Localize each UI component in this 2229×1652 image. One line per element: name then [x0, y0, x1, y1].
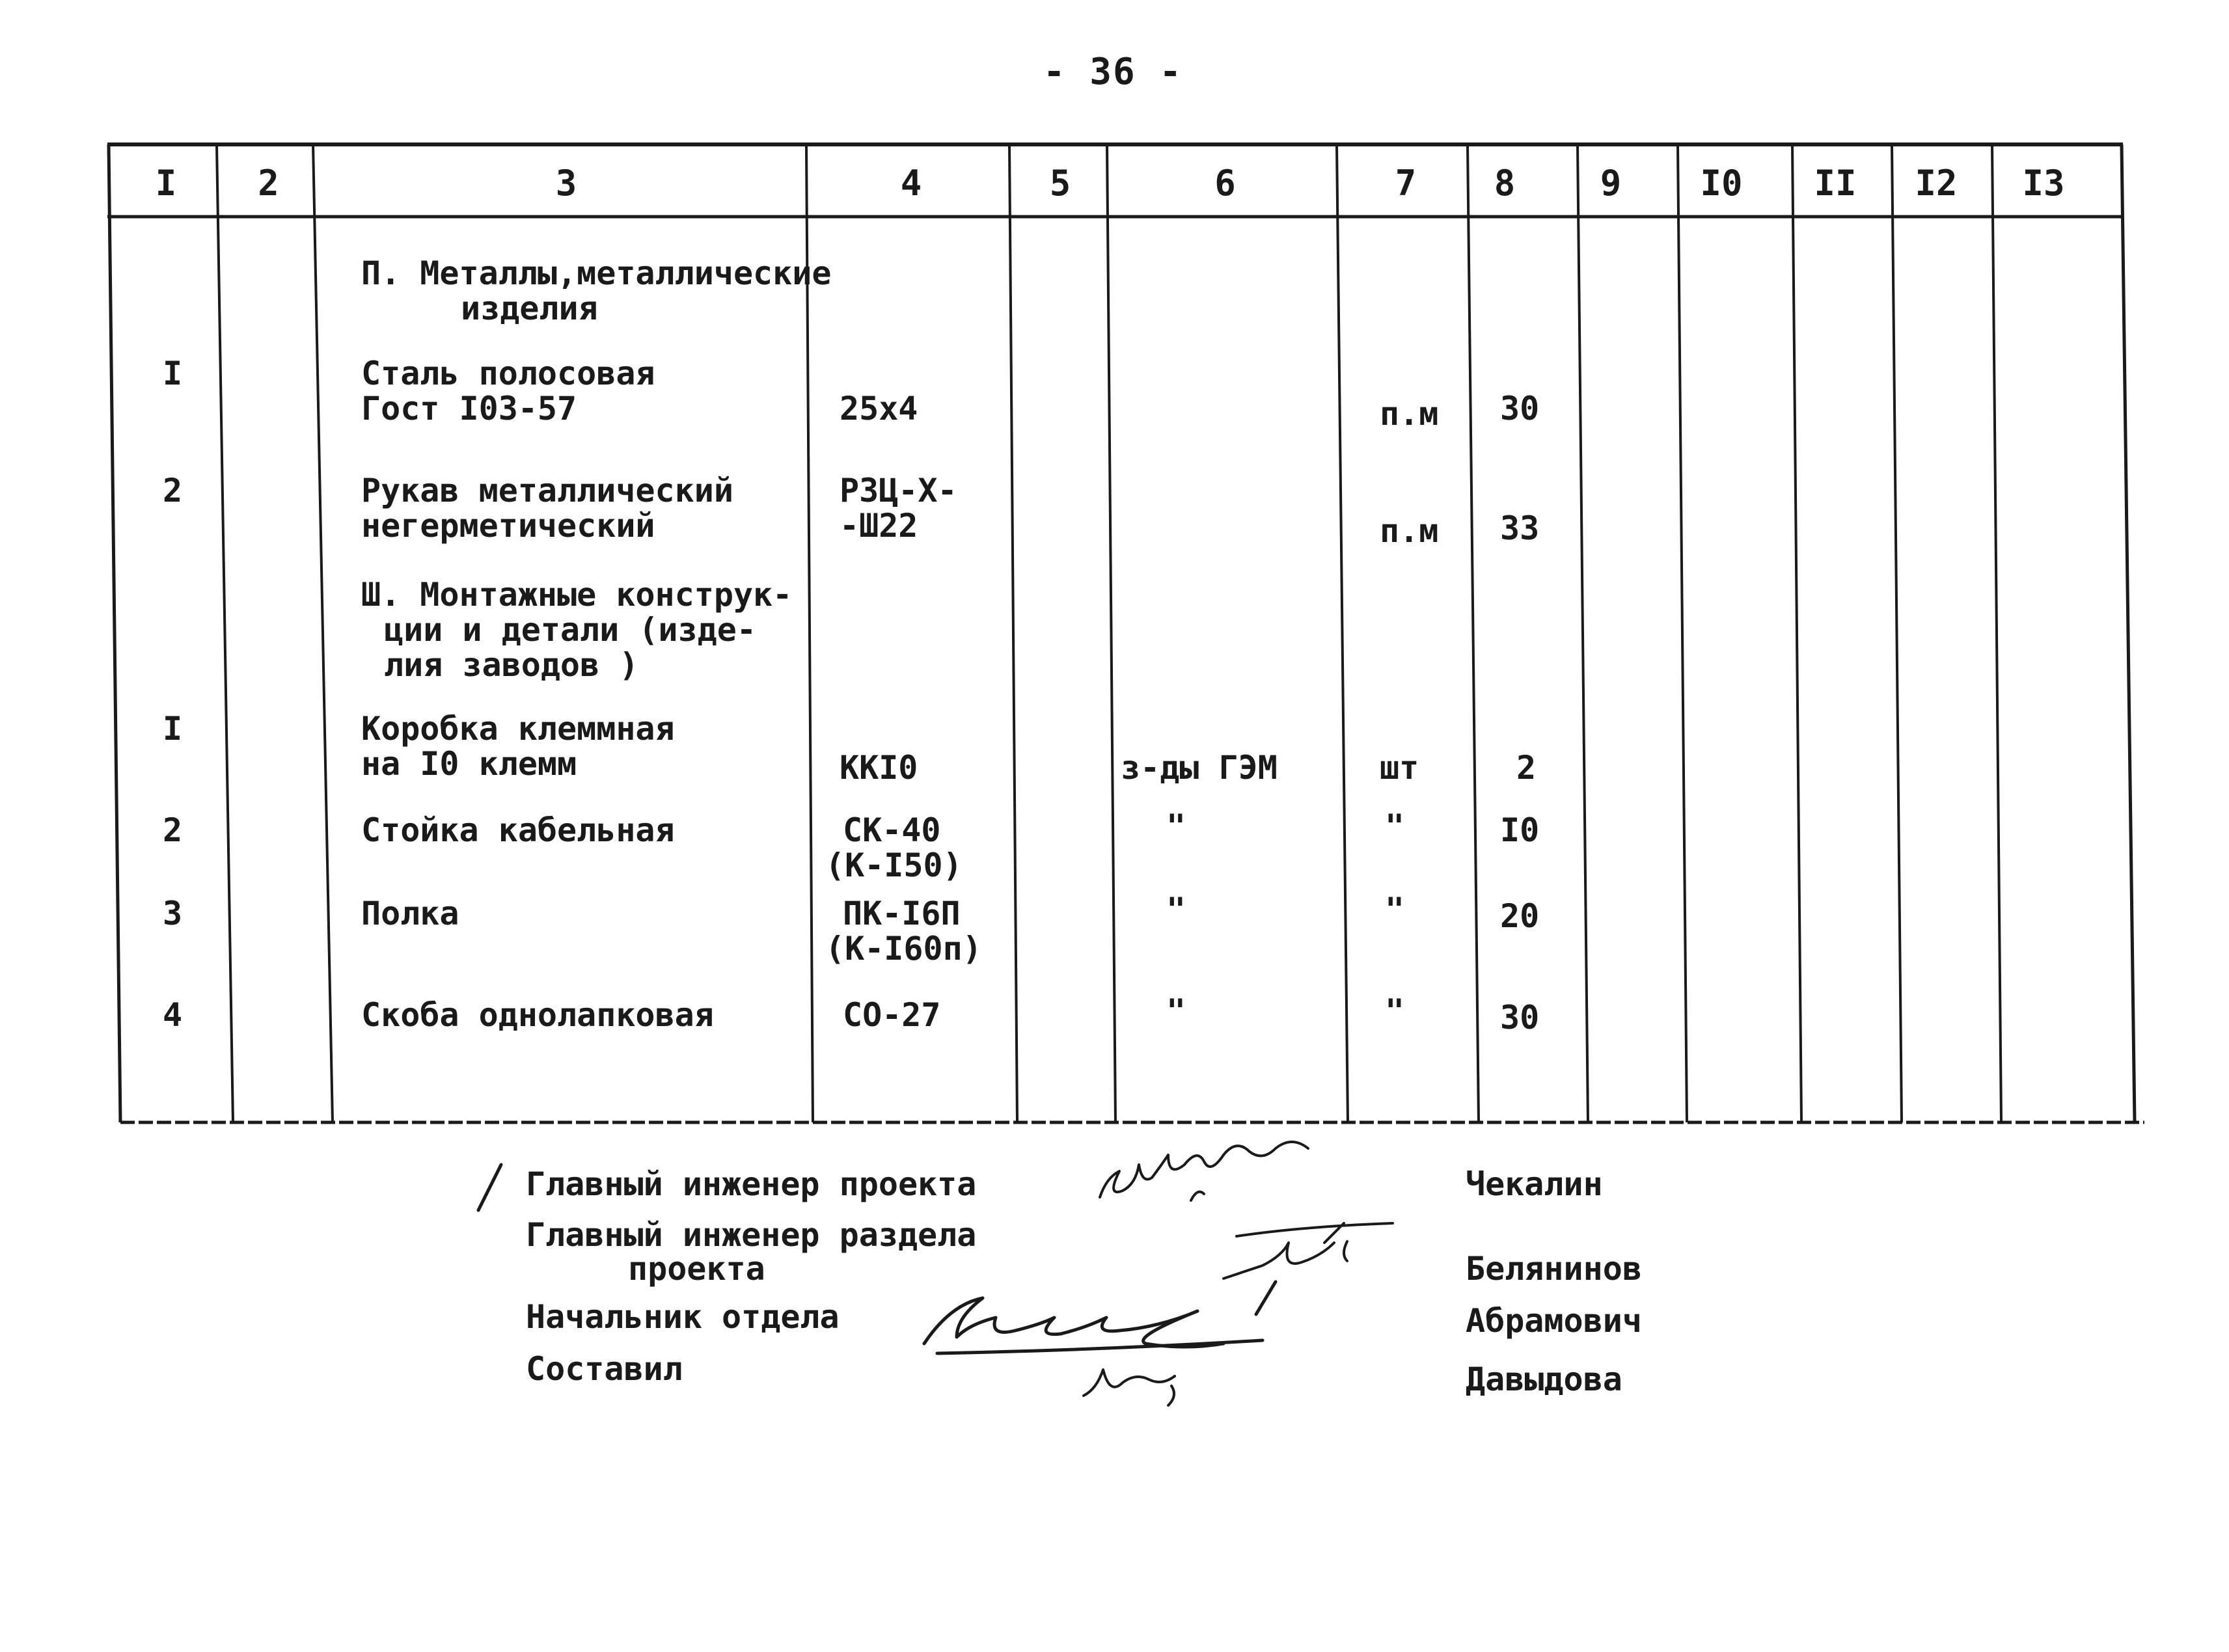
item-name: Стойка кабельная	[361, 811, 675, 849]
header-col-4: 4	[900, 163, 922, 204]
header-col-7: 7	[1395, 163, 1417, 204]
header-col-12: I2	[1915, 163, 1958, 204]
item-maker: "	[1166, 807, 1186, 845]
item-type: 25x4	[840, 390, 918, 427]
item-type: -Ш22	[840, 507, 918, 545]
chief-engineer-name: Чекалин	[1466, 1165, 1603, 1203]
item-name: Рукав металлический	[361, 472, 733, 509]
item-qty: 30	[1500, 390, 1540, 427]
item-type: СО-27	[843, 996, 941, 1034]
row-number: 2	[162, 811, 183, 849]
item-type: РЗЦ-Х-	[840, 472, 957, 509]
signature-composer	[1084, 1370, 1175, 1405]
item-type: (К-I50)	[825, 846, 963, 884]
row-number: I	[162, 355, 183, 392]
section-engineer-name: Белянинов	[1466, 1250, 1642, 1288]
section-title: П. Металлы,металлические	[361, 254, 832, 292]
item-qty: 33	[1500, 509, 1540, 547]
header-col-8: 8	[1494, 163, 1516, 204]
header-col-10: I0	[1700, 163, 1743, 204]
dept-head-label: Начальник отдела	[526, 1298, 840, 1336]
signature-chief-engineer	[1100, 1142, 1308, 1200]
section-title: лия заводов )	[384, 646, 639, 684]
item-name: Сталь полосовая	[361, 355, 655, 392]
header-col-13: I3	[2022, 163, 2065, 204]
header-col-5: 5	[1049, 163, 1071, 204]
item-qty: 30	[1500, 999, 1540, 1036]
item-unit: п.м	[1380, 395, 1439, 433]
item-name: Коробка клеммная	[361, 710, 675, 748]
section-title: ции и детали (изде-	[384, 611, 756, 649]
item-maker: "	[1166, 992, 1186, 1030]
margin-mark	[478, 1165, 501, 1210]
signature-section-engineer	[1224, 1223, 1393, 1279]
item-type: СК-40	[843, 811, 941, 849]
item-type: ККI0	[840, 749, 918, 787]
item-qty: 2	[1516, 749, 1537, 787]
item-name: Скоба однолапковая	[361, 996, 714, 1034]
item-name: негерметический	[361, 507, 655, 545]
item-maker: "	[1166, 891, 1186, 928]
chief-engineer-label: Главный инженер проекта	[526, 1165, 977, 1203]
dept-head-name: Абрамович	[1466, 1302, 1642, 1340]
header-col-9: 9	[1600, 163, 1622, 204]
section-engineer-label: проекта	[628, 1250, 765, 1288]
header-col-2: 2	[258, 163, 279, 204]
item-qty: I0	[1500, 811, 1540, 849]
section-title: изделия	[461, 290, 598, 327]
section-engineer-label: Главный инженер раздела	[526, 1216, 977, 1254]
item-type: ПК-I6П	[843, 895, 961, 932]
header-col-6: 6	[1214, 163, 1236, 204]
item-qty: 20	[1500, 897, 1540, 935]
signature-dept-head	[924, 1282, 1276, 1353]
item-unit: "	[1385, 992, 1405, 1030]
row-number: 3	[162, 895, 183, 932]
header-col-3: 3	[555, 163, 577, 204]
item-maker: з-ды ГЭМ	[1121, 749, 1278, 787]
composer-label: Составил	[526, 1350, 683, 1388]
item-type: (К-I60п)	[825, 930, 982, 968]
row-number: I	[162, 710, 183, 748]
header-col-1: I	[155, 163, 177, 204]
item-name: Полка	[361, 895, 459, 932]
item-unit: п.м	[1380, 512, 1439, 550]
item-unit: "	[1385, 891, 1405, 928]
item-name: Гост I03-57	[361, 390, 577, 427]
item-unit: шт	[1380, 749, 1419, 787]
row-number: 2	[162, 472, 183, 509]
header-col-11: II	[1814, 163, 1857, 204]
item-unit: "	[1385, 807, 1405, 845]
page-number: - 36 -	[1043, 51, 1183, 93]
row-number: 4	[162, 996, 183, 1034]
composer-name: Давыдова	[1466, 1361, 1622, 1398]
item-name: на I0 клемм	[361, 745, 577, 783]
section-title: Ш. Монтажные конструк-	[361, 576, 793, 614]
